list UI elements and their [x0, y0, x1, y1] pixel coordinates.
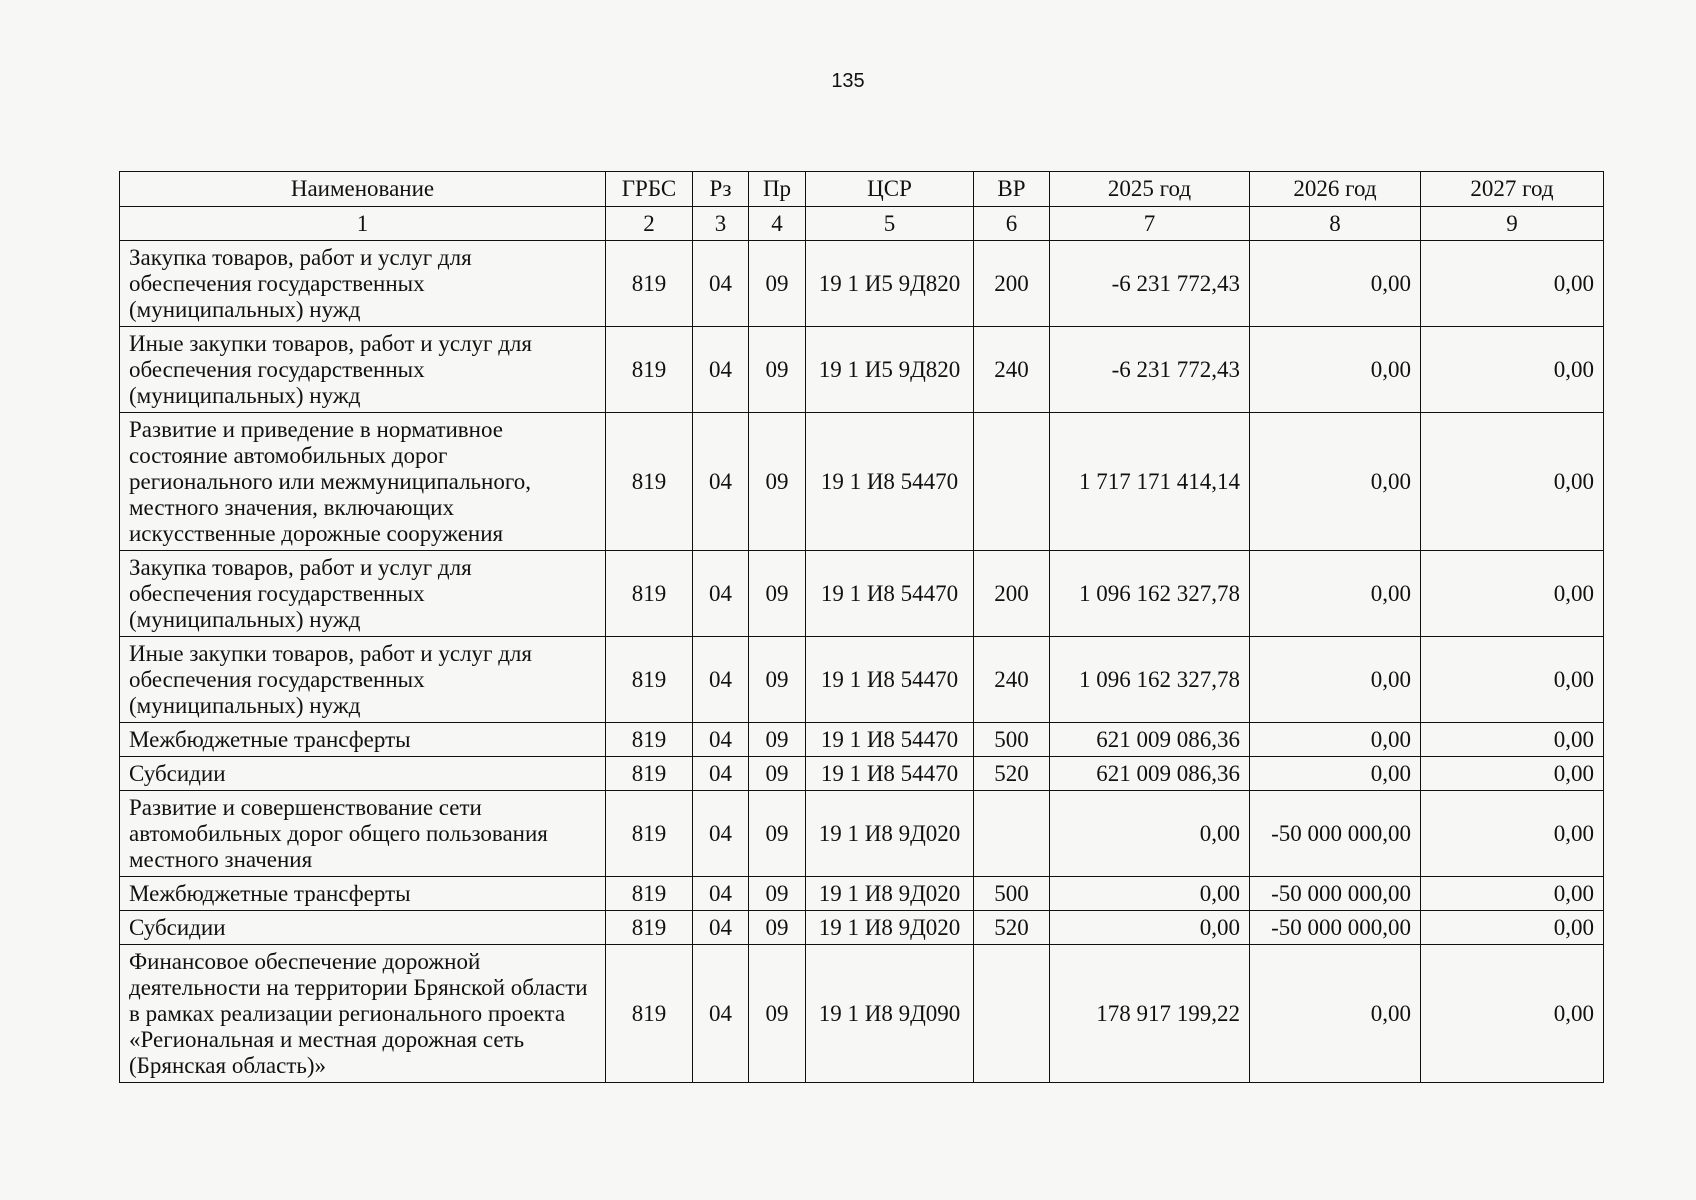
cell-rz: 04 — [693, 757, 749, 791]
header-pr: Пр — [749, 172, 806, 207]
cell-grbs: 819 — [606, 757, 693, 791]
cell-2027: 0,00 — [1421, 241, 1604, 327]
cell-name: Развитие и приведение в нормативное состояние автомобильных дорог регионального или межмуниципального, местного значения, включающих искусственные дорожные сооружения — [120, 413, 606, 551]
column-index: 6 — [974, 207, 1050, 241]
cell-name: Субсидии — [120, 911, 606, 945]
table-row — [120, 413, 1604, 551]
cell-vr — [974, 945, 1050, 1083]
cell-vr: 500 — [974, 723, 1050, 757]
cell-vr: 520 — [974, 757, 1050, 791]
header-csr: ЦСР — [806, 172, 974, 207]
cell-rz: 04 — [693, 945, 749, 1083]
cell-csr: 19 1 И8 9Д020 — [806, 877, 974, 911]
cell-vr: 200 — [974, 241, 1050, 327]
table-row — [120, 637, 1604, 723]
cell-2026: 0,00 — [1250, 757, 1421, 791]
cell-rz: 04 — [693, 877, 749, 911]
cell-csr: 19 1 И8 54470 — [806, 757, 974, 791]
cell-2026: 0,00 — [1250, 551, 1421, 637]
column-index: 1 — [120, 207, 606, 241]
table-row — [120, 791, 1604, 877]
cell-vr: 520 — [974, 911, 1050, 945]
cell-grbs: 819 — [606, 413, 693, 551]
cell-2025: 621 009 086,36 — [1050, 757, 1250, 791]
header-name: Наименование — [120, 172, 606, 207]
cell-name: Иные закупки товаров, работ и услуг для обеспечения государственных (муниципальных) нужд — [120, 327, 606, 413]
header-grbs: ГРБС — [606, 172, 693, 207]
cell-pr: 09 — [749, 757, 806, 791]
cell-pr: 09 — [749, 413, 806, 551]
cell-2027: 0,00 — [1421, 911, 1604, 945]
cell-pr: 09 — [749, 241, 806, 327]
cell-2026: 0,00 — [1250, 241, 1421, 327]
table-row — [120, 551, 1604, 637]
cell-name: Развитие и совершенствование сети автомобильных дорог общего пользования местного значения — [120, 791, 606, 877]
cell-rz: 04 — [693, 241, 749, 327]
column-index: 3 — [693, 207, 749, 241]
cell-csr: 19 1 И8 54470 — [806, 413, 974, 551]
cell-csr: 19 1 И5 9Д820 — [806, 327, 974, 413]
cell-grbs: 819 — [606, 877, 693, 911]
cell-vr: 240 — [974, 327, 1050, 413]
cell-2025: 1 096 162 327,78 — [1050, 551, 1250, 637]
cell-2026: -50 000 000,00 — [1250, 877, 1421, 911]
cell-rz: 04 — [693, 637, 749, 723]
column-index: 2 — [606, 207, 693, 241]
cell-2026: 0,00 — [1250, 723, 1421, 757]
cell-2027: 0,00 — [1421, 757, 1604, 791]
cell-vr: 200 — [974, 551, 1050, 637]
cell-csr: 19 1 И5 9Д820 — [806, 241, 974, 327]
cell-csr: 19 1 И8 54470 — [806, 637, 974, 723]
cell-2025: 178 917 199,22 — [1050, 945, 1250, 1083]
header-rz: Рз — [693, 172, 749, 207]
header-2027: 2027 год — [1421, 172, 1604, 207]
cell-rz: 04 — [693, 723, 749, 757]
column-index-row — [120, 207, 1604, 241]
cell-2027: 0,00 — [1421, 791, 1604, 877]
cell-2025: 621 009 086,36 — [1050, 723, 1250, 757]
cell-vr: 500 — [974, 877, 1050, 911]
column-index: 9 — [1421, 207, 1604, 241]
cell-grbs: 819 — [606, 241, 693, 327]
header-2026: 2026 год — [1250, 172, 1421, 207]
cell-2025: -6 231 772,43 — [1050, 241, 1250, 327]
cell-pr: 09 — [749, 945, 806, 1083]
table-row — [120, 911, 1604, 945]
cell-2025: 0,00 — [1050, 877, 1250, 911]
cell-2026: -50 000 000,00 — [1250, 911, 1421, 945]
cell-pr: 09 — [749, 911, 806, 945]
cell-2026: 0,00 — [1250, 637, 1421, 723]
cell-csr: 19 1 И8 54470 — [806, 551, 974, 637]
header-2025: 2025 год — [1050, 172, 1250, 207]
column-index: 4 — [749, 207, 806, 241]
header-vr: ВР — [974, 172, 1050, 207]
cell-name: Закупка товаров, работ и услуг для обеспечения государственных (муниципальных) нужд — [120, 551, 606, 637]
cell-2027: 0,00 — [1421, 413, 1604, 551]
cell-2027: 0,00 — [1421, 327, 1604, 413]
cell-pr: 09 — [749, 877, 806, 911]
cell-vr — [974, 791, 1050, 877]
cell-name: Межбюджетные трансферты — [120, 877, 606, 911]
cell-name: Иные закупки товаров, работ и услуг для обеспечения государственных (муниципальных) нужд — [120, 637, 606, 723]
cell-pr: 09 — [749, 327, 806, 413]
cell-2025: 0,00 — [1050, 791, 1250, 877]
cell-grbs: 819 — [606, 723, 693, 757]
cell-csr: 19 1 И8 9Д020 — [806, 791, 974, 877]
cell-2027: 0,00 — [1421, 551, 1604, 637]
cell-grbs: 819 — [606, 791, 693, 877]
cell-2026: 0,00 — [1250, 327, 1421, 413]
cell-2026: -50 000 000,00 — [1250, 791, 1421, 877]
cell-grbs: 819 — [606, 327, 693, 413]
cell-csr: 19 1 И8 9Д020 — [806, 911, 974, 945]
cell-rz: 04 — [693, 327, 749, 413]
cell-pr: 09 — [749, 637, 806, 723]
table-row — [120, 757, 1604, 791]
cell-grbs: 819 — [606, 551, 693, 637]
cell-rz: 04 — [693, 551, 749, 637]
cell-pr: 09 — [749, 551, 806, 637]
table-row — [120, 723, 1604, 757]
cell-pr: 09 — [749, 723, 806, 757]
cell-csr: 19 1 И8 54470 — [806, 723, 974, 757]
cell-vr: 240 — [974, 637, 1050, 723]
cell-grbs: 819 — [606, 911, 693, 945]
cell-rz: 04 — [693, 791, 749, 877]
table-row — [120, 877, 1604, 911]
table-row — [120, 327, 1604, 413]
cell-name: Субсидии — [120, 757, 606, 791]
cell-2027: 0,00 — [1421, 945, 1604, 1083]
table-row — [120, 945, 1604, 1083]
cell-name: Финансовое обеспечение дорожной деятельности на территории Брянской области в рамках реализации регионального проекта «Региональная и местная дорожная сеть (Брянская область)» — [120, 945, 606, 1083]
cell-2025: 1 096 162 327,78 — [1050, 637, 1250, 723]
page-number: 135 — [831, 70, 865, 92]
cell-2026: 0,00 — [1250, 413, 1421, 551]
cell-2027: 0,00 — [1421, 877, 1604, 911]
cell-2025: 1 717 171 414,14 — [1050, 413, 1250, 551]
cell-name: Межбюджетные трансферты — [120, 723, 606, 757]
cell-2025: 0,00 — [1050, 911, 1250, 945]
column-index: 7 — [1050, 207, 1250, 241]
column-index: 5 — [806, 207, 974, 241]
cell-2025: -6 231 772,43 — [1050, 327, 1250, 413]
cell-2027: 0,00 — [1421, 723, 1604, 757]
cell-csr: 19 1 И8 9Д090 — [806, 945, 974, 1083]
cell-pr: 09 — [749, 791, 806, 877]
cell-rz: 04 — [693, 911, 749, 945]
table-row — [120, 241, 1604, 327]
header-row — [120, 172, 1604, 207]
budget-table — [119, 171, 1604, 1083]
cell-2026: 0,00 — [1250, 945, 1421, 1083]
cell-2027: 0,00 — [1421, 637, 1604, 723]
cell-name: Закупка товаров, работ и услуг для обеспечения государственных (муниципальных) нужд — [120, 241, 606, 327]
cell-grbs: 819 — [606, 637, 693, 723]
cell-vr — [974, 413, 1050, 551]
cell-rz: 04 — [693, 413, 749, 551]
cell-grbs: 819 — [606, 945, 693, 1083]
column-index: 8 — [1250, 207, 1421, 241]
